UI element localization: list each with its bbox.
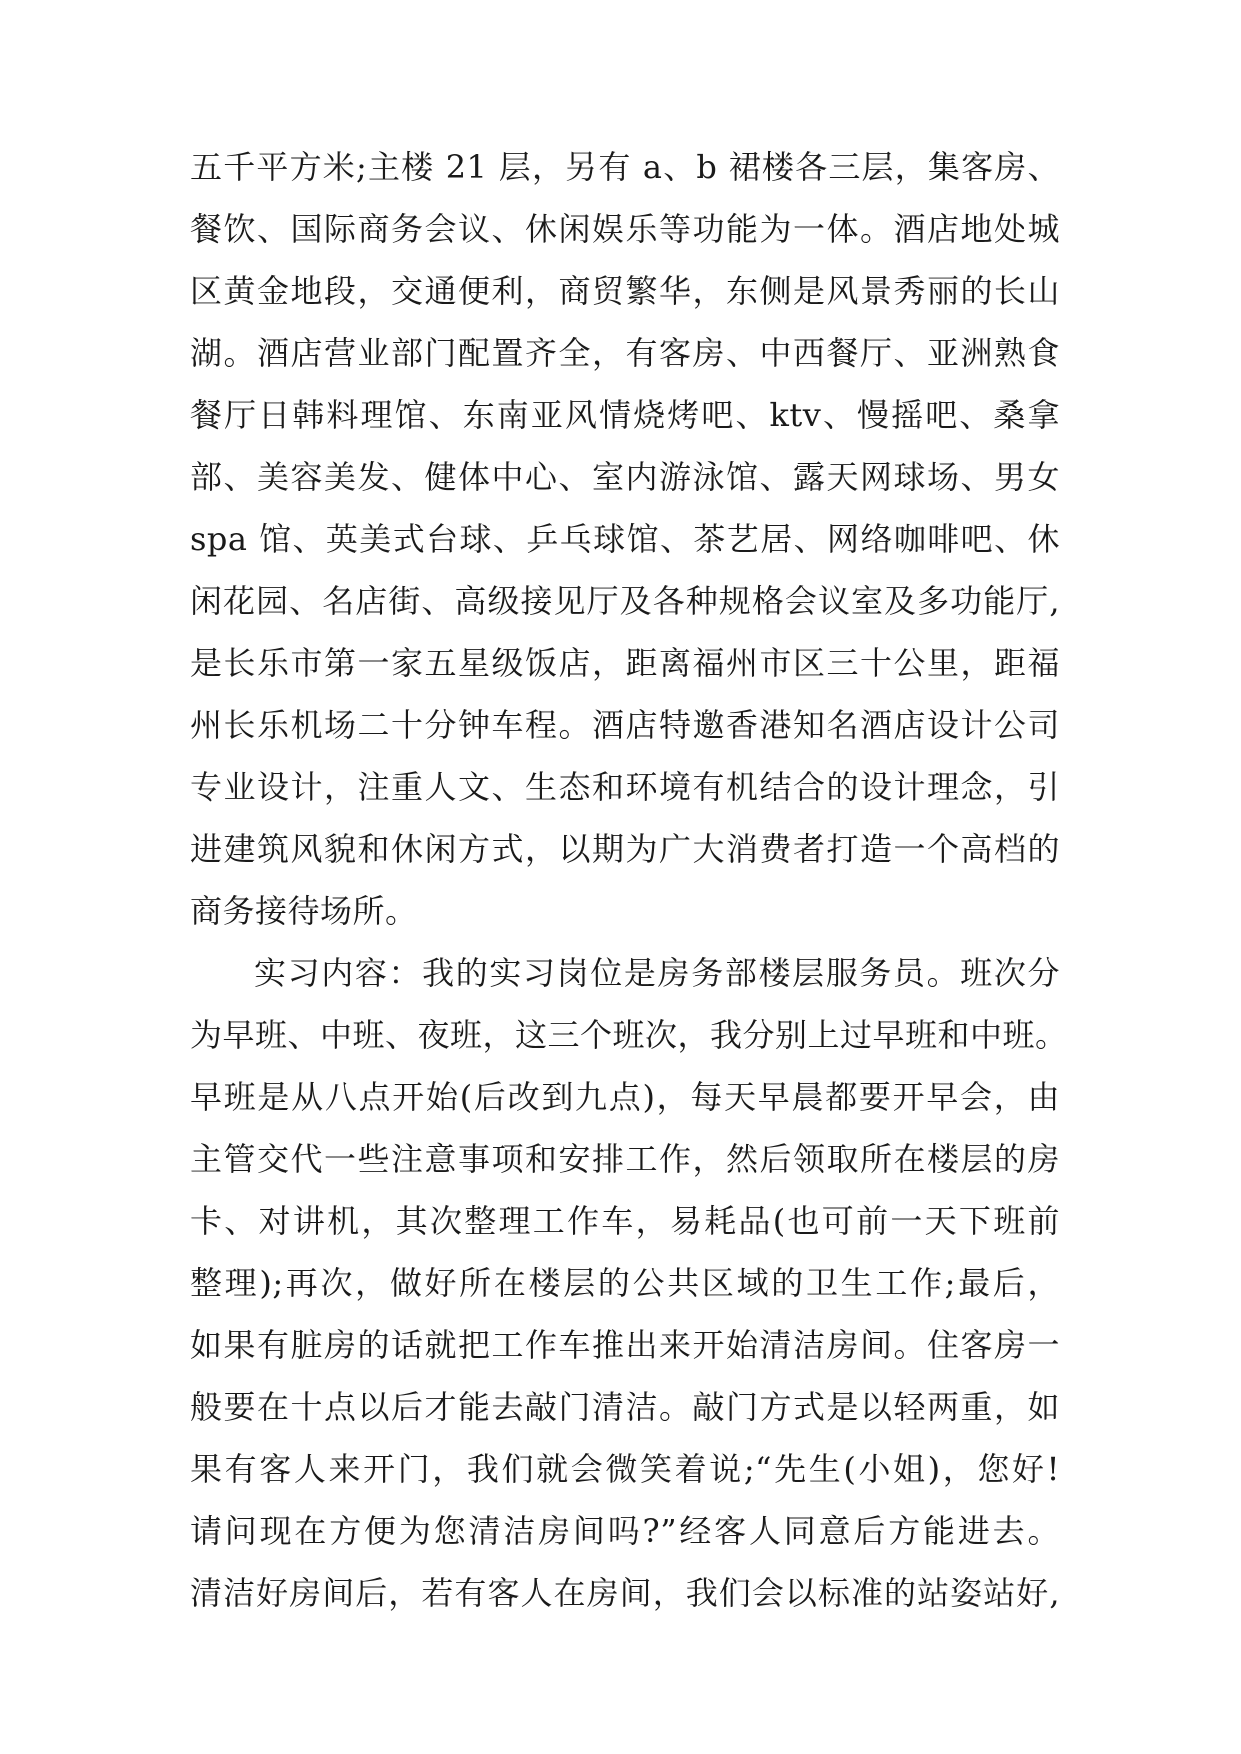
text-line: 卡、对讲机，其次整理工作车，易耗品(也可前一天下班前 (190, 1202, 1060, 1240)
text-line: 餐饮、国际商务会议、休闲娱乐等功能为一体。酒店地处城 (190, 210, 1060, 248)
text-line: 是长乐市第一家五星级饭店，距离福州市区三十公里，距福 (190, 644, 1060, 682)
text-line: 请问现在方便为您清洁房间吗?”经客人同意后方能进去。 (190, 1512, 1060, 1550)
text-line: 早班是从八点开始(后改到九点)，每天早晨都要开早会，由 (190, 1078, 1060, 1116)
text-line: 专业设计，注重人文、生态和环境有机结合的设计理念，引 (190, 768, 1060, 806)
text-line: 湖。酒店营业部门配置齐全，有客房、中西餐厅、亚洲熟食 (190, 334, 1060, 372)
text-line: 五千平方米;主楼 21 层，另有 a、b 裙楼各三层，集客房、 (190, 148, 1060, 186)
text-line: 商务接待场所。 (190, 892, 418, 930)
text-line: 闲花园、名店街、高级接见厅及各种规格会议室及多功能厅, (190, 582, 1060, 620)
text-line: 州长乐机场二十分钟车程。酒店特邀香港知名酒店设计公司 (190, 706, 1060, 744)
text-line: 为早班、中班、夜班，这三个班次，我分别上过早班和中班。 (190, 1016, 1068, 1054)
text-line: 餐厅日韩料理馆、东南亚风情烧烤吧、ktv、慢摇吧、桑拿 (190, 396, 1060, 434)
text-line: 如果有脏房的话就把工作车推出来开始清洁房间。住客房一 (190, 1326, 1060, 1364)
text-line: 进建筑风貌和休闲方式，以期为广大消费者打造一个高档的 (190, 830, 1060, 868)
text-line: 区黄金地段，交通便利，商贸繁华，东侧是风景秀丽的长山 (190, 272, 1060, 310)
text-line: 般要在十点以后才能去敲门清洁。敲门方式是以轻两重，如 (190, 1388, 1060, 1426)
text-line: 主管交代一些注意事项和安排工作，然后领取所在楼层的房 (190, 1140, 1060, 1178)
text-line: 整理);再次，做好所在楼层的公共区域的卫生工作;最后， (190, 1264, 1060, 1302)
text-line: 实习内容：我的实习岗位是房务部楼层服务员。班次分 (254, 954, 1060, 992)
text-line: 清洁好房间后，若有客人在房间，我们会以标准的站姿站好, (190, 1574, 1060, 1612)
text-line: 果有客人来开门，我们就会微笑着说;“先生(小姐)，您好! (190, 1450, 1060, 1488)
text-line: 部、美容美发、健体中心、室内游泳馆、露天网球场、男女 (190, 458, 1060, 496)
text-line: spa 馆、英美式台球、乒乓球馆、茶艺居、网络咖啡吧、休 (190, 520, 1060, 558)
